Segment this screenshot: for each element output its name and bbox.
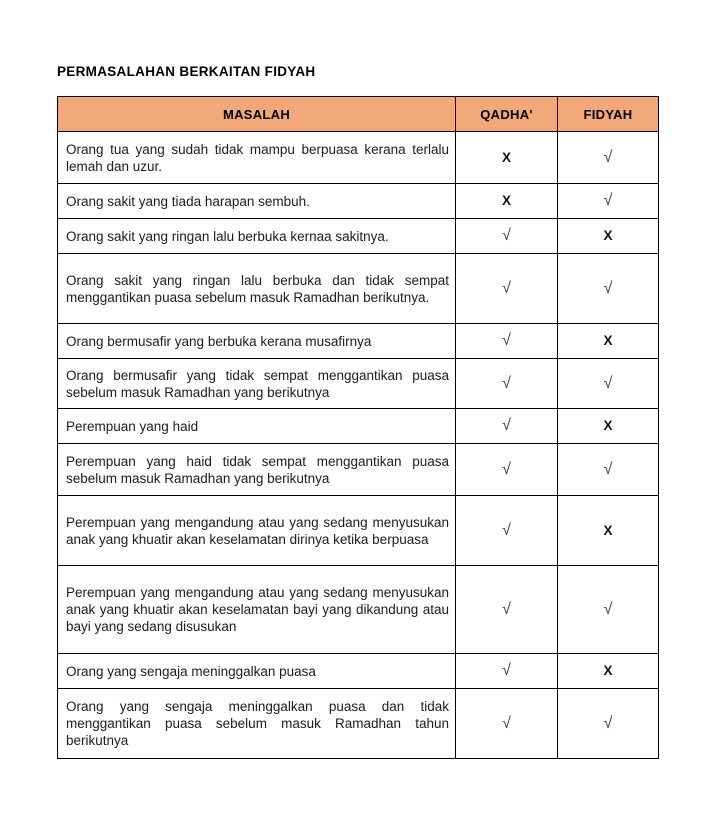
masalah-cell: Orang tua yang sudah tidak mampu berpuasa kerana terlalu lemah dan uzur. xyxy=(58,132,456,184)
table-row xyxy=(58,566,659,654)
check-mark: √ xyxy=(502,521,511,539)
column-header-qadha: QADHA' xyxy=(456,97,558,132)
check-mark: √ xyxy=(603,600,613,618)
table-row xyxy=(58,654,659,689)
fidyah-mark xyxy=(558,132,659,184)
check-mark: √ xyxy=(502,332,511,349)
check-mark: √ xyxy=(603,279,613,297)
qadha-mark xyxy=(456,654,558,689)
qadha-mark xyxy=(456,359,558,409)
table-row xyxy=(58,324,659,359)
table-row xyxy=(58,184,659,219)
fidyah-mark xyxy=(558,359,659,409)
cross-mark: X xyxy=(603,228,613,243)
column-header-fidyah: FIDYAH xyxy=(558,97,659,132)
table-row xyxy=(58,359,659,409)
check-mark: √ xyxy=(502,662,511,679)
fidyah-mark xyxy=(558,254,659,324)
fidyah-mark xyxy=(558,409,659,444)
fidyah-mark xyxy=(558,324,659,359)
qadha-mark xyxy=(456,184,558,219)
qadha-mark xyxy=(456,566,558,654)
check-mark: √ xyxy=(603,148,613,166)
cross-mark: X xyxy=(603,333,613,348)
table-row xyxy=(58,219,659,254)
fidyah-mark xyxy=(558,496,659,566)
check-mark: √ xyxy=(603,192,613,209)
masalah-cell: Orang yang sengaja meninggalkan puasa xyxy=(58,654,456,689)
qadha-mark xyxy=(456,496,558,566)
qadha-mark xyxy=(456,324,558,359)
check-mark: √ xyxy=(502,600,511,618)
masalah-cell: Orang yang sengaja meninggalkan puasa dan tidak menggantikan puasa sebelum masuk Ramadhan tahun berikutnya xyxy=(58,689,456,759)
check-mark: √ xyxy=(603,460,613,478)
masalah-cell: Orang bermusafir yang tidak sempat menggantikan puasa sebelum masuk Ramadhan yang berikutnya xyxy=(58,359,456,409)
masalah-cell: Orang sakit yang tiada harapan sembuh. xyxy=(58,184,456,219)
check-mark: √ xyxy=(603,374,613,392)
qadha-mark xyxy=(456,219,558,254)
check-mark: √ xyxy=(502,714,511,732)
check-mark: √ xyxy=(502,417,511,434)
check-mark: √ xyxy=(603,714,613,732)
fidyah-mark xyxy=(558,566,659,654)
cross-mark: X xyxy=(603,418,613,433)
fidyah-mark xyxy=(558,184,659,219)
masalah-cell: Orang sakit yang ringan lalu berbuka kernaa sakitnya. xyxy=(58,219,456,254)
table-row xyxy=(58,444,659,496)
qadha-mark xyxy=(456,409,558,444)
masalah-cell: Perempuan yang mengandung atau yang sedang menyusukan anak yang khuatir akan keselamatan dirinya ketika berpuasa xyxy=(58,496,456,566)
qadha-mark xyxy=(456,444,558,496)
table-row xyxy=(58,254,659,324)
fidyah-mark xyxy=(558,654,659,689)
check-mark: √ xyxy=(502,227,511,244)
check-mark: √ xyxy=(502,374,511,392)
table-row xyxy=(58,496,659,566)
column-header-masalah: MASALAH xyxy=(58,97,456,132)
table-row xyxy=(58,132,659,184)
cross-mark: X xyxy=(501,149,511,165)
table-row xyxy=(58,409,659,444)
fidyah-mark xyxy=(558,689,659,759)
check-mark: √ xyxy=(502,460,511,478)
masalah-cell: Perempuan yang mengandung atau yang sedang menyusukan anak yang khuatir akan keselamatan bayi yang dikandung atau bayi yang sedang disusukan xyxy=(58,566,456,654)
check-mark: √ xyxy=(502,279,511,297)
table-body xyxy=(58,132,659,759)
masalah-cell: Perempuan yang haid xyxy=(58,409,456,444)
qadha-mark xyxy=(456,132,558,184)
cross-mark: X xyxy=(603,663,613,678)
cross-mark: X xyxy=(501,193,511,208)
masalah-cell: Perempuan yang haid tidak sempat menggantikan puasa sebelum masuk Ramadhan yang berikutnya xyxy=(58,444,456,496)
cross-mark: X xyxy=(603,522,613,538)
page-title: PERMASALAHAN BERKAITAN FIDYAH xyxy=(57,64,316,79)
fidyah-mark xyxy=(558,219,659,254)
fidyah-table xyxy=(57,96,659,759)
qadha-mark xyxy=(456,689,558,759)
fidyah-mark xyxy=(558,444,659,496)
masalah-cell: Orang bermusafir yang berbuka kerana musafirnya xyxy=(58,324,456,359)
table-header-row xyxy=(58,97,659,132)
table-row xyxy=(58,689,659,759)
qadha-mark xyxy=(456,254,558,324)
masalah-cell: Orang sakit yang ringan lalu berbuka dan tidak sempat menggantikan puasa sebelum masuk Ramadhan berikutnya. xyxy=(58,254,456,324)
